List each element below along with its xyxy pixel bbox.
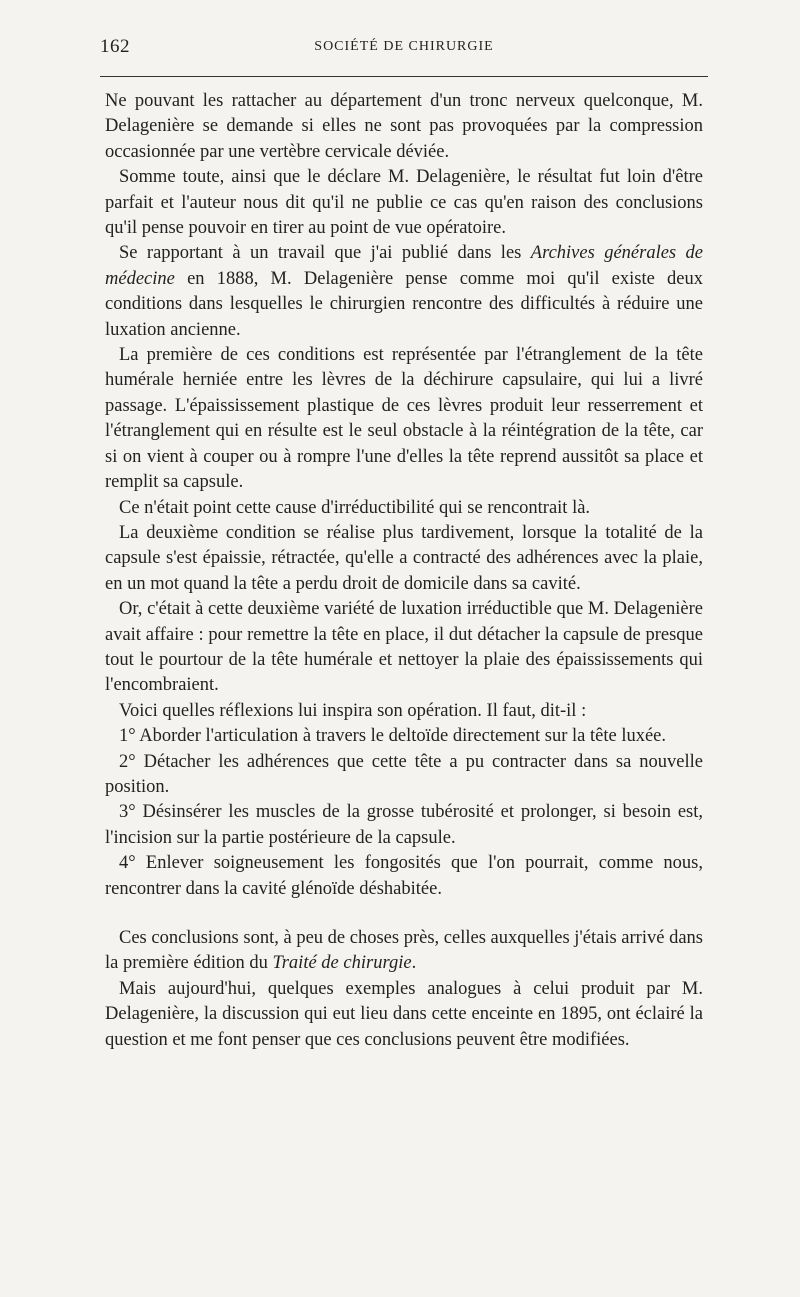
paragraph bbox=[105, 977, 703, 1053]
book-title: Traité de chirurgie bbox=[272, 953, 412, 974]
paragraph bbox=[105, 926, 703, 977]
text-run: Ces conclusions sont, à peu de choses près, celles auxquelles j'étais arrivé dans la première édition du bbox=[105, 928, 703, 974]
header-rule bbox=[100, 76, 708, 77]
text-run: 2° Détacher les adhérences que cette tête a pu contracter dans sa nouvelle position. bbox=[105, 751, 703, 797]
paragraph bbox=[105, 89, 703, 165]
journal-title: Archives générales de médecine bbox=[105, 243, 703, 289]
paragraph bbox=[105, 597, 703, 699]
text-run: Somme toute, ainsi que le déclare M. Delagenière, le résultat fut loin d'être parfait et l'auteur nous dit qu'il ne publie ce cas qu'en raison des conclusions qu'il pense pouvoir en tirer au point de vue opératoire. bbox=[105, 167, 703, 239]
text-run: Ce n'était point cette cause d'irréductibilité qui se rencontrait là. bbox=[119, 497, 591, 518]
paragraph bbox=[105, 241, 703, 343]
text-run: 3° Désinsérer les muscles de la grosse tubérosité et prolonger, si besoin est, l'incision sur la partie postérieure de la capsule. bbox=[105, 802, 703, 848]
text-run: en 1888, M. Delagenière pense comme moi qu'il existe deux conditions dans lesquelles le chirurgien rencontre des difficultés à réduire une luxation ancienne. bbox=[105, 268, 703, 340]
paragraph bbox=[105, 496, 703, 521]
text-run: La première de ces conditions est représentée par l'étranglement de la tête humérale herniée entre les lèvres de la déchirure capsulaire, qui lui a livré passage. L'épaississement plastique de ces lèvres produit leur resserrement et l'étranglement qui en résulte est le seul obstacle à la réintégration de la tête, car si on vient à couper ou à rompre l'une d'elles la tête reprend aussitôt sa place et remplit sa capsule. bbox=[105, 345, 703, 493]
running-head: SOCIÉTÉ DE CHIRURGIE bbox=[314, 39, 494, 54]
text-run: 1° Aborder l'articulation à travers le deltoïde directement sur la tête luxée. bbox=[119, 726, 667, 747]
text-run: . bbox=[411, 953, 417, 974]
list-item bbox=[105, 750, 703, 801]
list-item bbox=[105, 800, 703, 851]
text-run: Ne pouvant les rattacher au département d'un tronc nerveux quelconque, M. Delagenière se demande si elles ne sont pas provoquées par la compression occasionnée par une vertèbre cervicale déviée. bbox=[105, 91, 703, 162]
text-run: Or, c'était à cette deuxième variété de luxation irréductible que M. Delagenière avait affaire : pour remettre la tête en place, il dut détacher la capsule de presque tout le pourtour de la tête humérale et nettoyer la plaie des épaississements qui l'encombraient. bbox=[105, 599, 703, 696]
paragraph bbox=[105, 343, 703, 495]
paragraph bbox=[105, 699, 703, 724]
text-run: La deuxième condition se réalise plus tardivement, lorsque la totalité de la capsule s'est épaissie, rétractée, qu'elle a contracté des adhérences avec la plaie, en un mot quand la tête a perdu droit de domicile dans sa cavité. bbox=[105, 522, 703, 594]
paragraph bbox=[105, 165, 703, 241]
paragraph bbox=[105, 521, 703, 597]
text-run: 4° Enlever soigneusement les fongosités que l'on pourrait, comme nous, rencontrer dans la cavité glénoïde déshabitée. bbox=[105, 853, 703, 899]
text-run: Se rapportant à un travail que j'ai publié dans les bbox=[119, 243, 531, 264]
list-item bbox=[105, 724, 703, 749]
page-number: 162 bbox=[100, 36, 130, 57]
text-run: Voici quelles réflexions lui inspira son opération. Il faut, dit-il : bbox=[119, 700, 587, 721]
page-header bbox=[100, 36, 708, 60]
text-run: Mais aujourd'hui, quelques exemples analogues à celui produit par M. Delagenière, la discussion qui eut lieu dans cette enceinte en 1895, ont éclairé la question et me font penser que ces conclusions peuvent être modifiées. bbox=[105, 978, 703, 1050]
body-text bbox=[105, 89, 703, 1053]
list-item bbox=[105, 851, 703, 902]
